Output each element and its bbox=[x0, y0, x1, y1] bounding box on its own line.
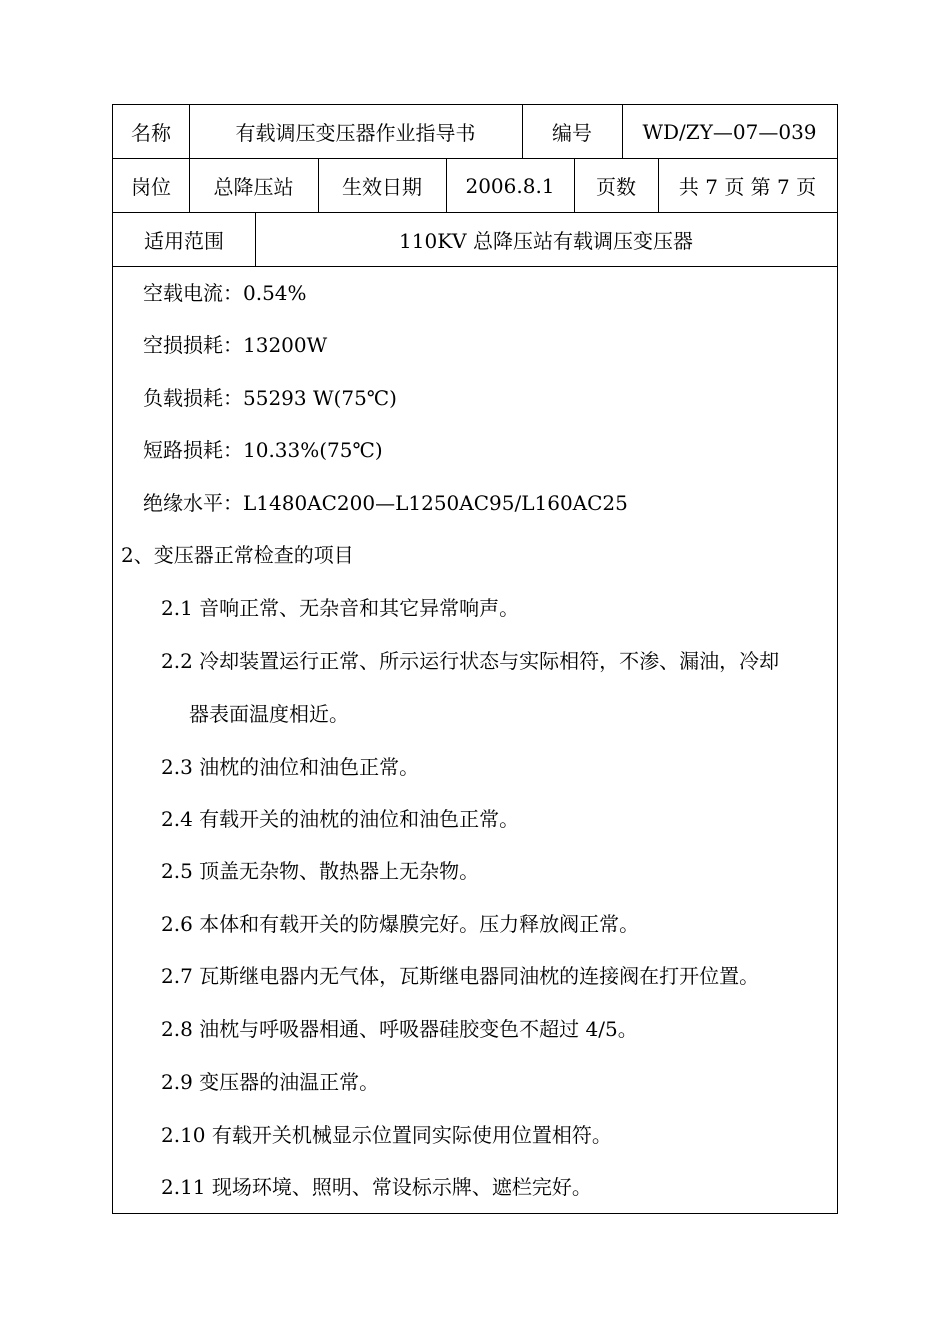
effective-date-value: 2006.8.1 bbox=[465, 173, 555, 198]
post-value: 总降压站 bbox=[213, 175, 294, 199]
number-label: 编号 bbox=[552, 121, 592, 145]
header-row-scope bbox=[113, 213, 837, 267]
document-number: WD/ZY—07—039 bbox=[642, 119, 817, 144]
check-item: 2.7 瓦斯继电器内无气体，瓦斯继电器同油枕的连接阀在打开位置。 bbox=[161, 964, 760, 988]
header-row-name bbox=[113, 105, 837, 159]
spec-insulation-level: 绝缘水平：L1480AC200—L1250AC95/L160AC25 bbox=[143, 491, 628, 515]
check-item: 2.5 顶盖无杂物、散热器上无杂物。 bbox=[161, 859, 480, 883]
page-count-label: 页数 bbox=[596, 175, 636, 199]
page-count-value: 共 7 页 第 7 页 bbox=[678, 175, 817, 199]
check-item: 2.1 音响正常、无杂音和其它异常响声。 bbox=[161, 596, 520, 620]
check-item: 2.4 有载开关的油枕的油位和油色正常。 bbox=[161, 807, 520, 831]
spec-load-loss: 负载损耗：55293 W(75℃) bbox=[143, 386, 397, 410]
section-title: 2、变压器正常检查的项目 bbox=[121, 543, 354, 567]
check-item: 2.10 有载开关机械显示位置同实际使用位置相符。 bbox=[161, 1123, 612, 1147]
spec-no-load-loss: 空损损耗：13200W bbox=[143, 333, 328, 357]
check-item: 2.11 现场环境、照明、常设标示牌、遮栏完好。 bbox=[161, 1175, 592, 1199]
spec-short-circuit-loss: 短路损耗：10.33%(75℃) bbox=[143, 438, 383, 462]
scope-label: 适用范围 bbox=[144, 229, 224, 253]
check-item: 2.9 变压器的油温正常。 bbox=[161, 1070, 380, 1094]
name-label: 名称 bbox=[131, 121, 171, 145]
check-item: 2.8 油枕与呼吸器相通、呼吸器硅胶变色不超过 4/5。 bbox=[161, 1017, 638, 1041]
check-item: 2.6 本体和有载开关的防爆膜完好。压力释放阀正常。 bbox=[161, 912, 640, 936]
document-frame bbox=[112, 104, 838, 1214]
scope-value: 110KV 总降压站有载调压变压器 bbox=[399, 229, 693, 253]
effective-date-label: 生效日期 bbox=[342, 175, 422, 199]
document-title: 有载调压变压器作业指导书 bbox=[235, 121, 476, 145]
header-row-post bbox=[113, 159, 837, 213]
check-item: 2.3 油枕的油位和油色正常。 bbox=[161, 755, 420, 779]
spec-no-load-current: 空载电流：0.54% bbox=[143, 281, 307, 305]
check-item-continuation: 器表面温度相近。 bbox=[189, 702, 349, 726]
check-item: 2.2 冷却装置运行正常、所示运行状态与实际相符，不渗、漏油，冷却 bbox=[161, 649, 780, 673]
post-label: 岗位 bbox=[131, 175, 171, 199]
